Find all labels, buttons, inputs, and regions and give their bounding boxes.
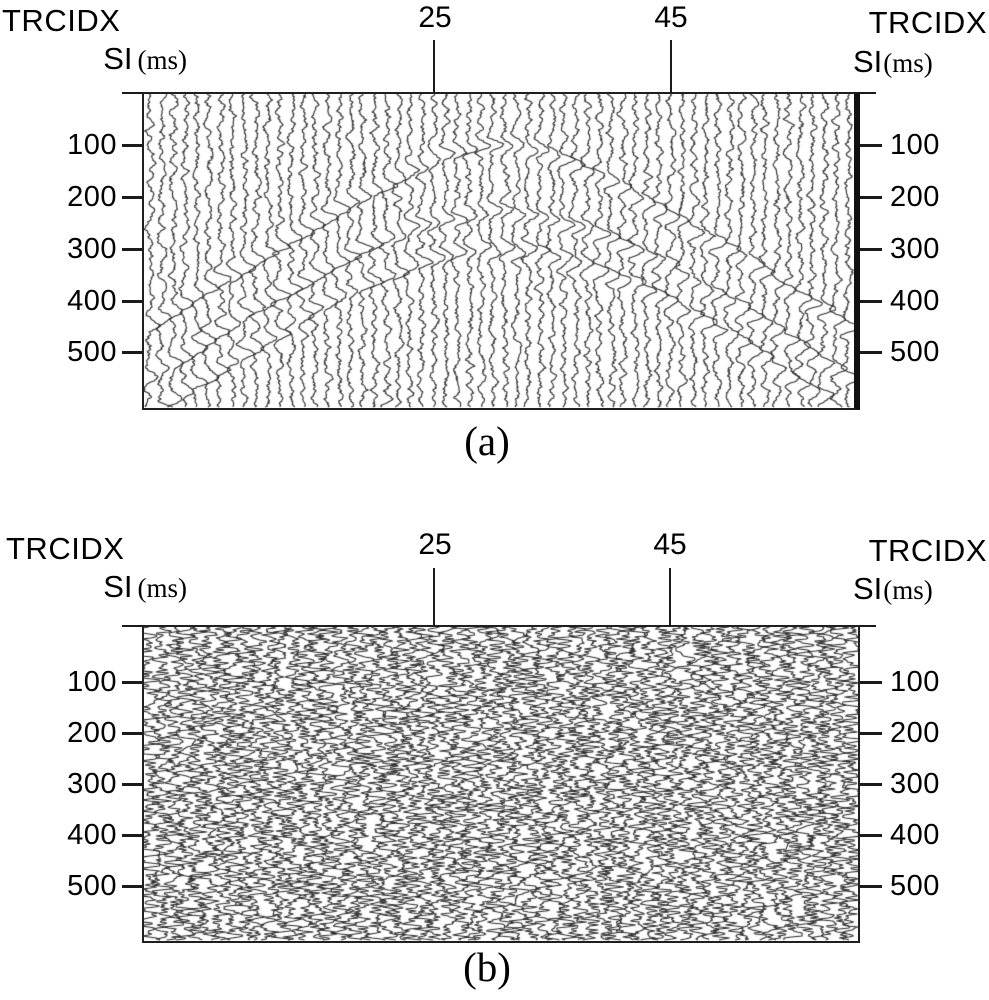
caption-b: (b) <box>463 944 511 990</box>
top-tick-label-45-a: 45 <box>654 1 688 34</box>
trace-axis-label-top-right-b: TRCIDX <box>868 533 987 568</box>
y-tick-label: 500 <box>67 870 117 902</box>
time-axis-label-right-a <box>853 44 933 80</box>
tick-mark <box>860 351 882 354</box>
tick-mark <box>122 732 142 735</box>
tick-mark <box>122 144 142 147</box>
time-axis-label-left-a <box>40 41 187 77</box>
y-tick-label: 400 <box>890 819 940 851</box>
y-tick-label: 100 <box>890 129 940 161</box>
tick-mark <box>860 248 882 251</box>
tick-mark <box>122 92 142 94</box>
tick-mark <box>433 568 435 625</box>
tick-mark <box>122 300 142 303</box>
seismic-wiggle-plot-a <box>144 94 854 408</box>
tick-mark <box>860 196 882 199</box>
caption-a: (a) <box>464 418 510 464</box>
tick-mark <box>669 568 671 625</box>
y-tick-label: 500 <box>890 336 940 368</box>
trace-axis-label-top-left-a: TRCIDX <box>2 3 121 38</box>
y-tick-label: 300 <box>67 233 117 265</box>
trace-axis-label-top-left-b: TRCIDX <box>6 531 125 566</box>
tick-mark <box>122 248 142 251</box>
tick-mark <box>433 40 435 92</box>
y-tick-label: 500 <box>890 870 940 902</box>
y-tick-label: 200 <box>67 181 117 213</box>
tick-mark <box>860 783 882 786</box>
tick-mark <box>122 783 142 786</box>
plot-area-b <box>142 625 860 943</box>
tick-mark <box>122 834 142 837</box>
y-tick-label: 100 <box>67 666 117 698</box>
y-tick-label: 100 <box>67 129 117 161</box>
y-tick-label: 200 <box>890 181 940 213</box>
y-tick-label: 100 <box>890 666 940 698</box>
top-tick-label-25-b: 25 <box>418 528 452 561</box>
y-tick-label: 400 <box>890 285 940 317</box>
tick-mark <box>860 681 882 684</box>
ms-unit-text: (ms) <box>137 45 187 75</box>
time-axis-label-left-b <box>40 569 187 605</box>
y-tick-label: 400 <box>67 285 117 317</box>
tick-mark <box>122 196 142 199</box>
tick-mark <box>860 92 876 94</box>
y-tick-label: 400 <box>67 819 117 851</box>
si-label-text: SI <box>853 44 883 79</box>
ms-unit-text: (ms) <box>883 48 933 78</box>
y-tick-label: 500 <box>67 336 117 368</box>
time-axis-label-right-b <box>853 571 933 607</box>
si-label-text: SI <box>103 569 133 604</box>
tick-mark <box>670 40 672 92</box>
tick-mark <box>860 625 876 627</box>
tick-mark <box>860 885 882 888</box>
tick-mark <box>860 144 882 147</box>
ms-unit-text: (ms) <box>883 575 933 605</box>
si-label-text: SI <box>103 41 133 76</box>
y-tick-label: 200 <box>67 717 117 749</box>
y-tick-label: 200 <box>890 717 940 749</box>
tick-mark <box>122 885 142 888</box>
y-tick-label: 300 <box>890 768 940 800</box>
ms-unit-text: (ms) <box>137 573 187 603</box>
tick-mark <box>122 625 142 627</box>
seismic-wiggle-plot-b <box>144 627 858 941</box>
top-tick-label-45-b: 45 <box>653 528 687 561</box>
top-tick-label-25-a: 25 <box>418 1 452 34</box>
y-tick-label: 300 <box>67 768 117 800</box>
tick-mark <box>122 681 142 684</box>
tick-mark <box>860 834 882 837</box>
tick-mark <box>860 300 882 303</box>
tick-mark <box>122 351 142 354</box>
trace-axis-label-top-right-a: TRCIDX <box>868 5 987 40</box>
si-label-text: SI <box>853 571 883 606</box>
plot-area-a <box>142 92 860 410</box>
y-tick-label: 300 <box>890 233 940 265</box>
tick-mark <box>860 732 882 735</box>
